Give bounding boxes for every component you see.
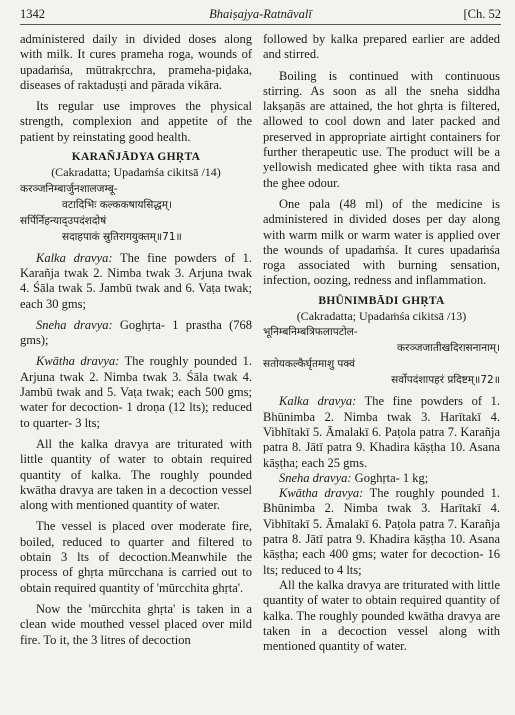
sneha-label: Sneha dravya: — [279, 470, 352, 485]
section-reference: (Cakradatta; Upadaṁśa cikitsā /13) — [296, 309, 467, 324]
paragraph: followed by kalka prepared earlier are added and stirred. — [263, 32, 500, 62]
running-header — [20, 6, 501, 25]
paragraph: administered daily in divided doses along with milk. It cures prameha roga, wounds of upadaṁśa, mūtrakṛcchra, prameha-piḍaka, diseases of raktaduṣṭi and pārada vikāra. — [20, 32, 252, 92]
kwatha-label: Kwātha dravya: — [279, 486, 364, 501]
right-column — [263, 32, 500, 654]
sanskrit-verse-line: करञ्जनिम्बार्जुनशालजम्बू- — [20, 182, 118, 195]
paragraph: The vessel is placed over moderate fire, boiled, reduced to quarter and filtered to obtain 3 lts of decoction.Meanwhile the process of ghṛta mūrcchana is carried out to obtain required quantity of 'mūrcchita ghṛta'. — [20, 519, 252, 595]
sanskrit-verse-line: सर्वोपदंशापहरं प्रदिष्टम्॥72॥ — [391, 374, 500, 387]
kwatha-text: The roughly pounded 1. Bhūnimba 2. Nimba twak 3. Harītakī 4. Vibhītakī 5. Āmalakī 6. Paṭola patra 7. Karañja patra 8. Jātī patra 9. Khadira kāṣṭha 10. Asana kāṣṭha; each 400 gms; water for decoction- 16 lts; reduced to 4 lts; — [263, 486, 500, 577]
section-reference: (Cakradatta; Upadaṁśa cikitsā /14) — [51, 165, 221, 180]
kalka-label: Kalka dravya: — [36, 250, 113, 265]
sanskrit-verse-line: करञ्जजातीखदिरासनानाम्। — [397, 342, 500, 355]
paragraph: Now the 'mūrcchita ghṛta' is taken in a clean wide mouthed vessel placed over mild fire. To it, the 3 litres of decoction — [20, 601, 252, 647]
paragraph: Boiling is continued with continuous stirring. As soon as all the sneha siddha lakṣaṇās are attained, the hot ghṛta is filtered, allowed to cool down and later packed and preserved in appropriate airtight containers for further therapeutic use. The product will be a yellowish medicated ghee with tikta rasa and the ghee odour. — [263, 68, 500, 190]
kwatha-paragraph — [20, 354, 252, 430]
sneha-paragraph — [20, 318, 252, 349]
sneha-text: Goghṛta- 1 kg; — [351, 470, 429, 485]
sanskrit-verse-line: सर्पिर्निहन्याद्उपदंशदोषं — [20, 214, 107, 227]
left-column — [20, 32, 252, 648]
kwatha-text: The roughly pounded 1. Arjuna twak 2. Nimba twak 3. Śāla twak 4. Jambū twak and 5. Vaṭa twak; each 500 gms; water for decoction- 1 droṇa (12 lts); reduced to quarter- 3 lts; — [20, 354, 252, 430]
sneha-paragraph — [263, 471, 500, 486]
kalka-label: Kalka dravya: — [279, 394, 357, 409]
kalka-text: The fine powders of 1. Karañja twak 2. Nimba twak 3. Arjuna twak 4. Śāla twak 5. Jambū twak and 6. Vaṭa twak; each 30 gms; — [20, 250, 253, 311]
paragraph: All the kalka dravya are triturated with little quantity of water to obtain required quantity of kalka. The roughly pounded kwātha dravya are taken in a decoction vessel along with mentioned quantity of water. — [20, 436, 252, 513]
sanskrit-verse-line: भूनिम्बनिम्बत्रिफलापटोल- — [263, 326, 358, 339]
section-title-bhunimbadi: BHŪNIMBĀDI GHṚTA — [318, 294, 445, 307]
page-number: 1342 — [20, 7, 45, 21]
sneha-label: Sneha dravya: — [36, 317, 113, 332]
running-title: Bhaiṣajya-Ratnāvalī — [209, 7, 312, 21]
kalka-paragraph — [20, 251, 252, 312]
paragraph: Its regular use improves the physical strength, complexion and appetite of the patient by reinstating good health. — [20, 99, 252, 144]
sanskrit-verse-line: सतोयकल्कैर्घृतमाशु पक्वं — [263, 358, 355, 371]
chapter-label: [Ch. 52 — [463, 7, 501, 21]
kwatha-paragraph — [263, 486, 500, 578]
kwatha-label: Kwātha dravya: — [36, 354, 120, 369]
sanskrit-verse-line: सदाहपाकं स्रुतिरागयुक्तम्॥71॥ — [62, 230, 182, 243]
paragraph: One pala (48 ml) of the medicine is administered in divided doses per day along with warm milk or warm water is applied over the wounds of upadaṁśa. It cures upadaṁśa roga associated with burning sensation, infection, oozing, redness and inflammation. — [263, 196, 500, 288]
section-title-karanjadya: KARAÑJĀDYA GHṚTA — [71, 151, 201, 164]
sanskrit-verse-line: वटादिभिः कल्ककषायसिद्धम्। — [62, 198, 172, 211]
kalka-paragraph — [263, 394, 500, 470]
kalka-text: The fine powders of 1. Bhūnimba 2. Nimba twak 3. Harītakī 4. Vibhītakī 5. Āmalakī 6. Paṭola patra 7. Karañja patra 8. Jātī patra 9. Khadira kāṣṭha 10. Asana kāṣṭha; each 25 gms. — [263, 394, 500, 470]
sneha-text: Goghṛta- 1 prastha (768 gms); — [20, 317, 253, 348]
paragraph: All the kalka dravya are triturated with little quantity of water to obtain required quantity of kalka. The roughly pounded kwātha dravya are taken in a decoction vessel along with mentioned quantity of water. — [263, 577, 500, 654]
